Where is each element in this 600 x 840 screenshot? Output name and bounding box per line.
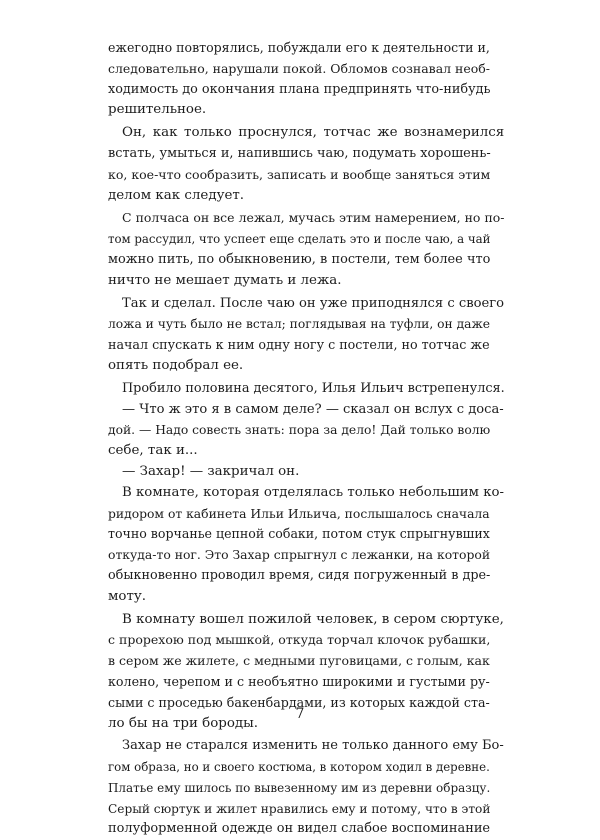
text-line: ложа и чуть было не встал; поглядывая на туфли, он даже <box>108 317 490 332</box>
text-line: гом образа, но и своего костюма, в котором ходил в деревне. <box>108 760 490 775</box>
text-line: ничто не мешает думать и лежа. <box>108 272 342 288</box>
paragraph <box>108 208 505 291</box>
text-line: полуформенной одежде он видел слабое воспоминание <box>108 821 491 837</box>
text-line: откуда-то ног. Это Захар спрыгнул с лежанки, на которой <box>108 547 491 563</box>
text-line: В комнате, которая отделялась только небольшим ко- <box>122 484 505 500</box>
text-line: в сером же жилете, с медными пуговицами, с голым, как <box>108 653 490 669</box>
text-line: С полчаса он все лежал, мучась этим намерением, но по- <box>122 210 505 226</box>
text-line: следовательно, нарушали покой. Обломов сознавал необ- <box>108 60 490 76</box>
text-line: В комнату вошел пожилой человек, в сером сюртуке, <box>122 611 504 627</box>
text-line: ко, кое-что сообразить, записать и вообще заняться этим <box>108 166 491 182</box>
paragraph <box>108 736 504 840</box>
text-line: Он, как только проснулся, тотчас же вознамерился <box>122 125 505 141</box>
text-line: Захар не старался изменить не только данного ему Бо- <box>122 738 504 754</box>
paragraph <box>108 294 505 377</box>
paragraph <box>108 462 490 483</box>
text-line: начал спускать к ним одну ногу с постели, но тотчас же <box>108 337 490 353</box>
paragraph <box>108 379 505 400</box>
text-line: моту. <box>108 588 147 604</box>
paragraph <box>108 123 505 206</box>
text-line: дой. — Надо совесть знать: пора за дело! Дай только волю <box>108 423 491 438</box>
text-line: сыми с проседью бакенбардами, из которых каждой ста- <box>108 694 490 710</box>
text-line: точно ворчанье цепной собаки, потом стук спрыгнувших <box>108 526 490 542</box>
text-line: решительное. <box>108 102 207 118</box>
text-line: Серый сюртук и жилет нравились ему и потому, что в этой <box>108 801 491 816</box>
text-line: колено, черепом и с необъятно широкими и густыми ру- <box>108 673 490 689</box>
text-line: — Что ж это я в самом деле? — сказал он вслух с доса- <box>122 401 504 417</box>
text-line: ежегодно повторялись, побуждали его к деятельности и, <box>108 40 490 55</box>
text-line: — Захар! — закричал он. <box>122 463 300 479</box>
text-line: с прорехою под мышкой, откуда торчал клочок рубашки, <box>108 632 491 648</box>
text-line: обыкновенно проводил время, сидя погруженный в дре- <box>108 567 491 583</box>
text-line: себе, так и... <box>108 443 198 459</box>
paragraph <box>108 483 505 608</box>
text-line: ло бы на три бороды. <box>108 715 259 731</box>
paragraph <box>108 38 490 121</box>
paragraph <box>108 400 504 462</box>
text-line: ридором от кабинета Ильи Ильича, послышалось сначала <box>108 506 490 521</box>
text-line: опять подобрал ее. <box>108 357 244 373</box>
text-line: Так и сделал. После чаю он уже приподнялся с своего <box>122 295 505 311</box>
text-line: ходимость до окончания плана предпринять что-нибудь <box>108 81 491 97</box>
text-line: том рассудил, что успеет еще сделать это и после чаю, а чай <box>108 232 491 247</box>
text-line: можно пить, по обыкновению, в постели, тем более что <box>108 251 491 267</box>
text-line: Пробило половина десятого, Илья Ильич встрепенулся. <box>122 380 505 396</box>
text-line: встать, умыться и, напившись чаю, подумать хорошень- <box>108 145 491 161</box>
text-line: Платье ему шилось по вывезенному им из деревни образцу. <box>108 780 491 795</box>
page-number: 7 <box>295 706 305 722</box>
text-line: делом как следует. <box>108 187 245 203</box>
